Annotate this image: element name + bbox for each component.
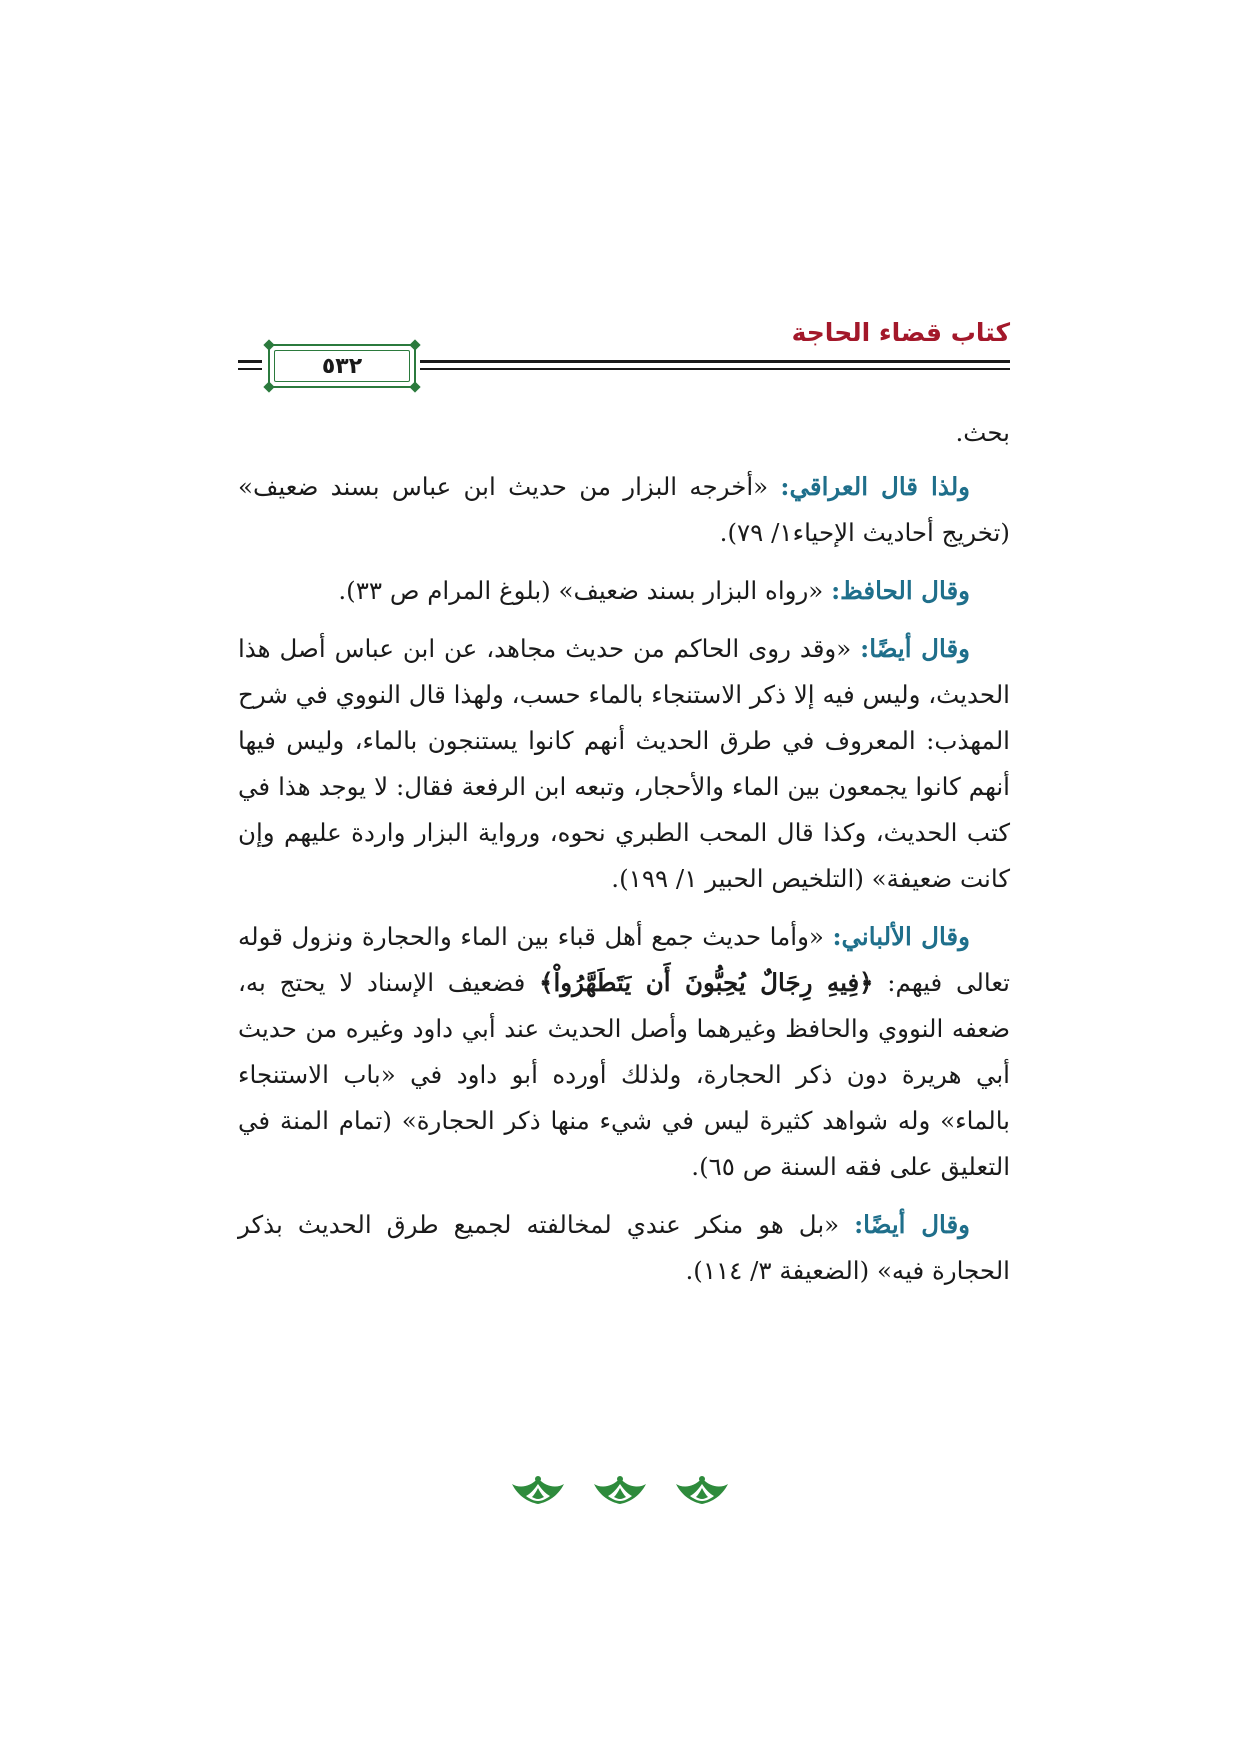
header-rule-top — [420, 360, 1010, 363]
paragraph-albani — [238, 914, 1010, 1190]
floral-ornament-icon — [590, 1474, 650, 1508]
speaker-label: ولذا قال العراقي: — [780, 472, 970, 501]
page-number-badge — [268, 344, 416, 388]
paragraph-albani-2 — [238, 1202, 1010, 1294]
quote-text: «بل هو منكر عندي لمخالفته لجميع طرق الحديث بذكر الحجارة فيه» (الضعيفة ٣/ ١١٤). — [238, 1210, 1010, 1285]
paragraph-hafiz — [238, 568, 1010, 614]
header-rule-left-bottom — [238, 368, 262, 370]
quote-text: فضعيف الإسناد لا يحتج به، ضعفه النووي والحافظ وغيرهما وأصل الحديث عند أبي داود وغيره من حديث أبي هريرة دون ذكر الحجارة، ولذلك أورده أبو داود في «باب الاستنجاء بالماء» وله شواهد كثيرة ليس في شيء منها ذكر الحجارة» (تمام المنة في التعليق على فقه السنة ص ٦٥). — [238, 968, 1010, 1181]
page-number: ٥٣٢ — [321, 353, 363, 379]
speaker-label: وقال أيضًا: — [854, 1210, 971, 1239]
speaker-label: وقال الألباني: — [832, 922, 970, 951]
quote-text: «وقد روى الحاكم من حديث مجاهد، عن ابن عباس أصل هذا الحديث، وليس فيه إلا ذكر الاستنجاء بالماء حسب، ولهذا قال النووي في شرح المهذب: المعروف في طرق الحديث أنهم كانوا يستنجون بالماء، وليس فيها أنهم كانوا يجمعون بين الماء والأحجار، وتبعه ابن الرفعة فقال: لا يوجد هذا في كتب الحديث، وكذا قال المحب الطبري نحوه، ورواية البزار واردة عليهم وإن كانت ضعيفة» (التلخيص الحبير ١/ ١٩٩). — [238, 634, 1010, 893]
paragraph-continuation: بحث. — [955, 418, 1010, 447]
quote-text: «وأما حديث جمع أهل قباء بين الماء والحجارة ونزول قوله تعالى فيهم: — [238, 922, 1010, 997]
floral-ornament-icon — [672, 1474, 732, 1508]
page-body — [238, 410, 1010, 1306]
quote-text: «رواه البزار بسند ضعيف» (بلوغ المرام ص ٣٣). — [338, 576, 832, 605]
quran-verse: ﴿فِيهِ رِجَالٌ يُحِبُّونَ أَن يَتَطَهَّرُواْ﴾ — [539, 968, 874, 997]
header-rule-bottom — [420, 368, 1010, 370]
book-title: كتاب قضاء الحاجة — [791, 318, 1010, 347]
speaker-label: وقال الحافظ: — [831, 576, 970, 605]
floral-ornament-icon — [508, 1474, 568, 1508]
paragraph-iraqi — [238, 464, 1010, 556]
speaker-label: وقال أيضًا: — [860, 634, 970, 663]
header-rule-left-top — [238, 360, 262, 363]
page-header — [238, 318, 1010, 398]
paragraph-hafiz-2 — [238, 626, 1010, 902]
quote-text: «أخرجه البزار من حديث ابن عباس بسند ضعيف» (تخريج أحاديث الإحياء١/ ٧٩). — [238, 472, 1010, 547]
section-end-ornament — [0, 1474, 1240, 1508]
